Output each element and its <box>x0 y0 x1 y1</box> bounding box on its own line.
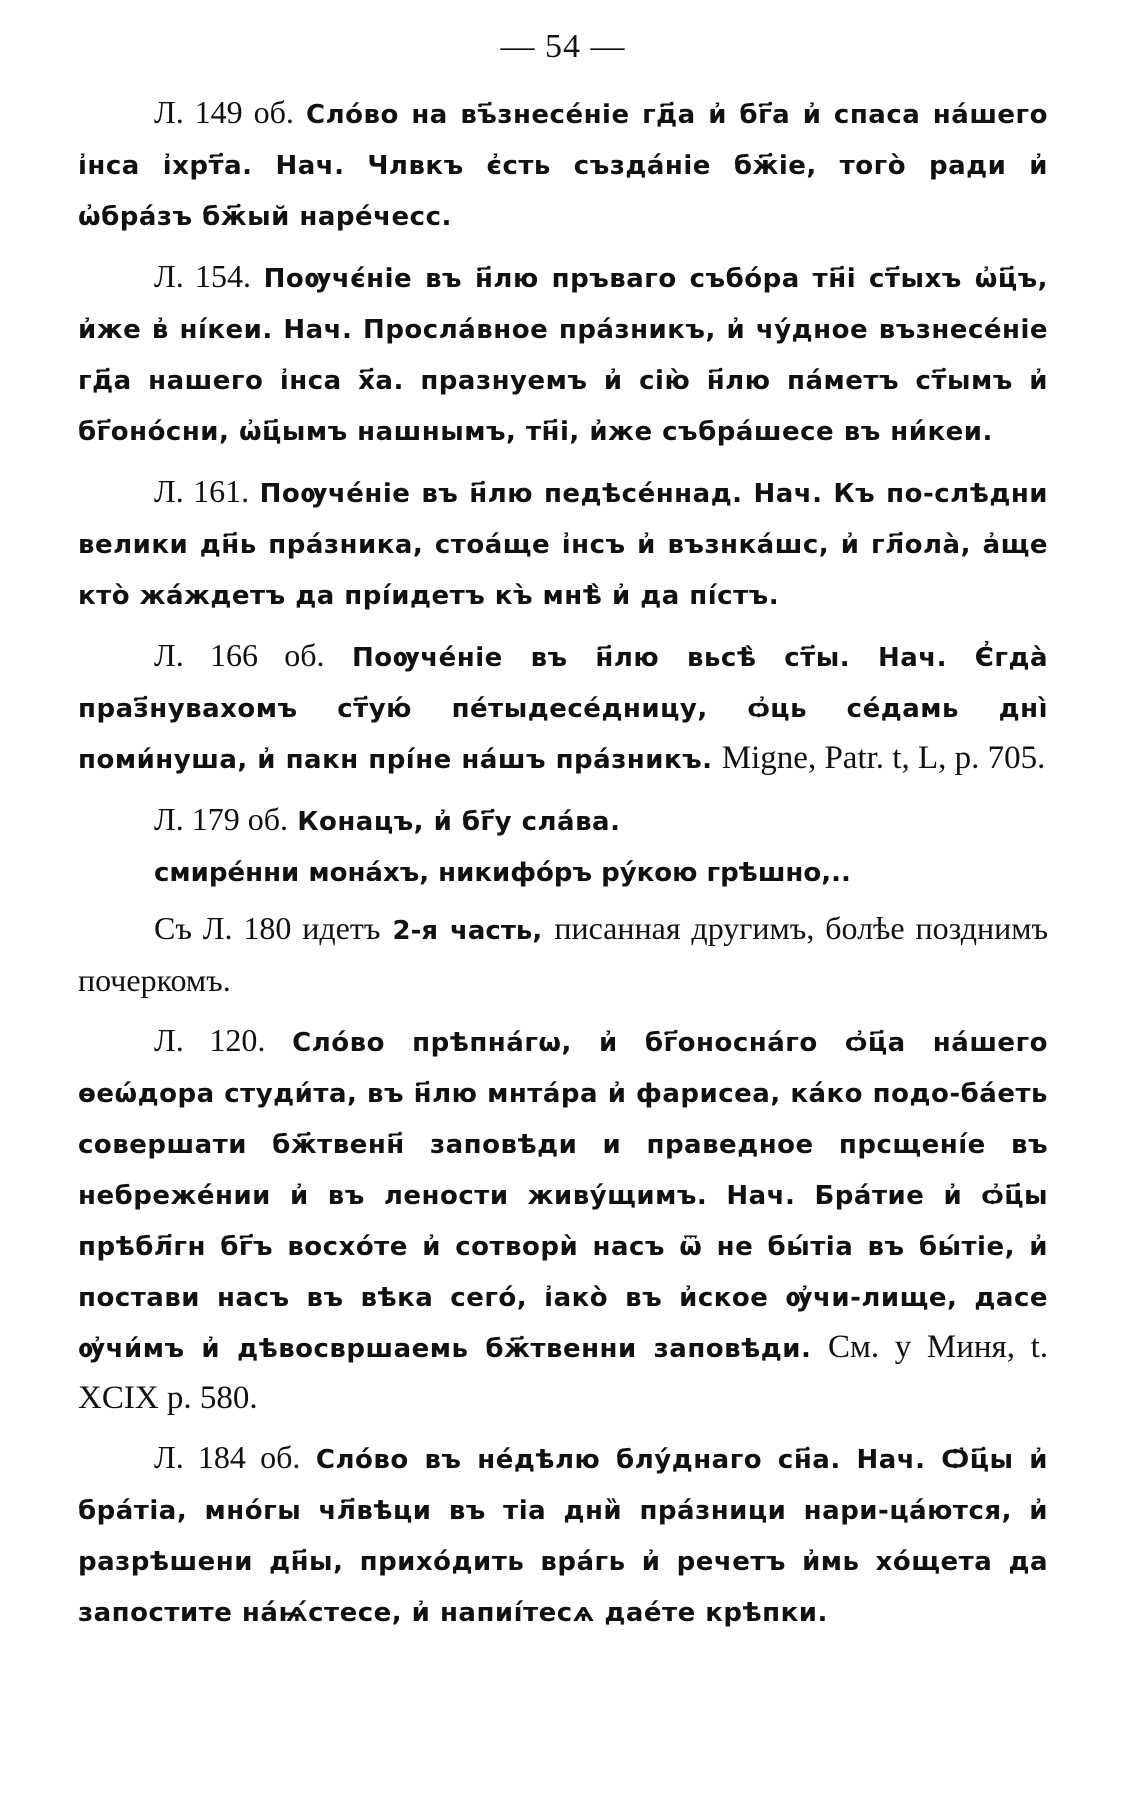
entry-166 <box>78 631 1048 785</box>
entry-text: Конацъ, и҆ бг҃у сла́ва. <box>297 807 621 837</box>
note-prefix: Съ Л. 180 идетъ <box>154 910 381 946</box>
folio-reference: Л. 161. <box>154 473 250 509</box>
part-note <box>78 904 1048 1006</box>
document-page <box>78 28 1048 1648</box>
source-citation: Migne, Patr. t, L, p. 705. <box>721 740 1046 776</box>
entry-149 <box>78 88 1048 242</box>
entry-154 <box>78 252 1048 457</box>
folio-reference: Л. 166 об. <box>154 637 325 673</box>
entry-text: Сло́во прѣпна́гѡ, и҆ бг҃оносна́го ѻ҆ц҃а на́шего ѳеѡ́дора студи́та, въ н҃лю мнта́ра и҆ фарисеа, ка́ко подо-ба́еть совершати бж҃твенн҃ заповѣди и праведное прсщені́е въ небреже́нии и҆ въ лености живу́щимъ. Нач. Бра́тие и҆ ѻ҆ц҃ы прѣбл҃гн бг҃ъ восхо́те и҆ сотворѝ насъ ѿ не бы́тіа въ бы́тіе, и҆ постави насъ въ вѣка сего́, ı҆ако̀ въ и҆ское ѹ҆чи-лище, дасе ѹ҆чи́мъ и҆ дѣвосвршаемь бж҃твенни заповѣди. <box>78 1028 1049 1364</box>
entry-text: Сло́во на въ҃знесе́ніе гд҃а и҆ бг҃а и҆ спаса на́шего і҆нса і҆хрт҃а. Нач. Члвкъ є҆сть създа́ніе бж҃іе, того̀ ради и҆ ѡ҆бра́зъ бж҃ый наре́чесс. <box>78 100 1049 232</box>
folio-reference: Л. 179 об. <box>154 801 288 837</box>
colophon-text: смире́нни мона́хъ, никифо́ръ ру́кою грѣшно,.. <box>154 858 851 888</box>
entry-text: Сло́во въ не́дѣлю блу́днаго сн҃а. Нач. Ѻ҆ц҃ы и҆ бра́тіа, мно́гы чл҃вѣци въ тіа дни̏ пра́зници нари-ца́ются, и҆ разрѣшени дн҃ы, прихо́дить вра́гь и҆ речетъ и҆мь хо́щета да запостите на́ѩ́стесе, и҆ напиі́тесѧ дае́те крѣпки. <box>78 1445 1049 1628</box>
entry-text: Поѹче́ніе въ н҃лю вьсѣ̀ ст҃ы. Нач. Є҆гда̀ праз҃нувахомъ ст҃ую́ пе́тыдесе́дницу, ѻ҆ць се́дамь дні̀ поми́нуша, и҆ пакн прі́не на́шъ пра́зникъ. <box>78 643 1049 775</box>
page-number: — 54 — <box>500 28 626 65</box>
entry-184 <box>78 1433 1048 1638</box>
note-suffix: писанная другимъ, болѣе позднимъ почеркомъ. <box>78 910 1049 998</box>
source-citation: См. у Миня, t. XCIX p. 580. <box>78 1329 1049 1416</box>
folio-reference: Л. 120. <box>154 1022 266 1058</box>
colophon <box>78 847 1048 898</box>
entry-161 <box>78 467 1048 621</box>
folio-reference: Л. 149 об. <box>154 94 294 130</box>
folio-reference: Л. 184 об. <box>154 1439 301 1475</box>
note-bold: 2-я часть, <box>392 916 543 946</box>
entry-179 <box>78 795 1048 847</box>
entry-text: Поѹче́ніе въ н҃лю педѣсе́ннад. Нач. Къ по-слѣдни велики дн҃ь пра́зника, стоа́ще і҆нсъ и҆ възнка́шс, и҆ гл҃ола̀, а҆ще кто̀ жа́ждетъ да прі́идетъ къ̀ мнѣ̀ и҆ да пі́стъ. <box>78 479 1049 611</box>
entry-120 <box>78 1016 1048 1423</box>
entry-text: Поѹчє́ніе въ н҃лю пръваго събо́ра тн҃і ст҃ыхъ ѡ҆ц҃ъ, и҆же в҆ ні́кеи. Нач. Просла́вное пра́зникъ, и҆ чу́дное възнесе́ніе гд҃а нашего і҆нса х҃а. празнуемъ и҆ сію̀ н҃лю па́метъ ст҃ымъ и҆ бг҃оно́сни, ѡ҆ц҃ымъ нашнымъ, тн҃і, и҆же събра́шесе въ ни́кеи. <box>78 264 1049 447</box>
folio-reference: Л. 154. <box>154 258 252 294</box>
